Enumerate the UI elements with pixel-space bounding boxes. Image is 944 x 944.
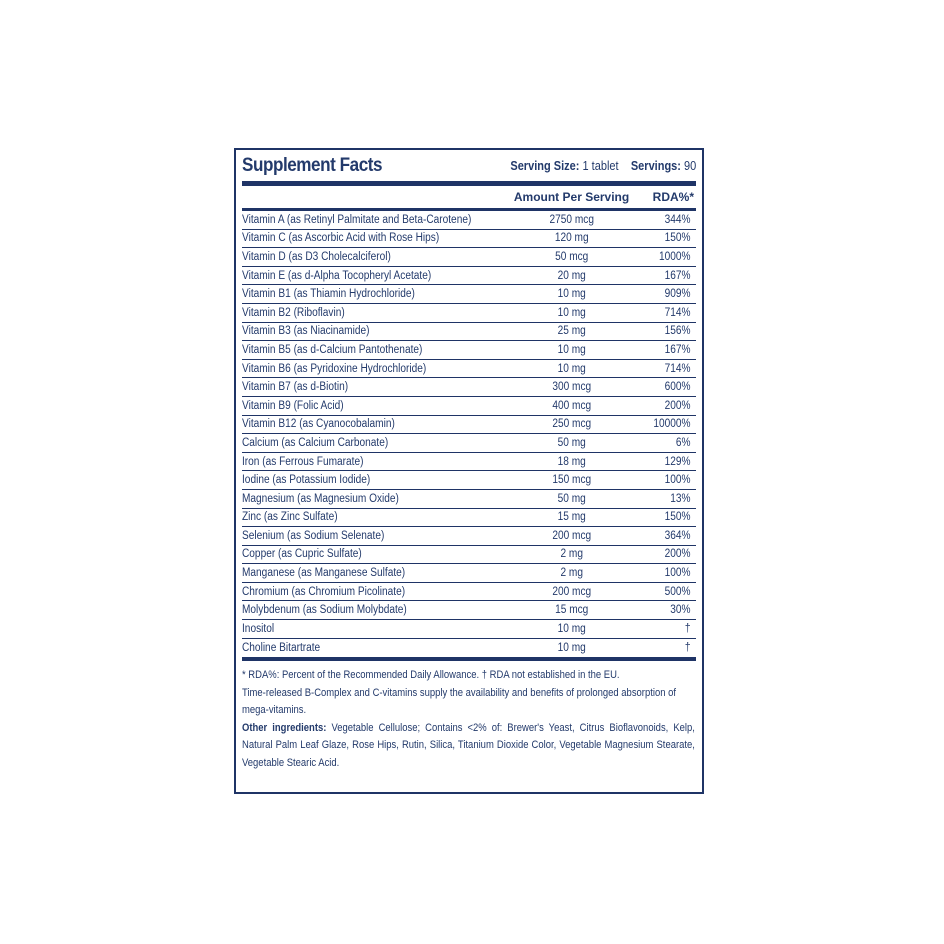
column-amount-header: Amount Per Serving [513, 190, 630, 204]
nutrient-row [242, 397, 696, 416]
nutrient-row [242, 509, 696, 528]
nutrient-amount: 2 mg [560, 567, 583, 580]
nutrient-name: Vitamin C (as Ascorbic Acid with Rose Hips) [242, 232, 440, 245]
nutrient-rda: 364% [664, 529, 691, 542]
nutrient-amount: 250 mcg [552, 418, 591, 431]
column-rda-header: RDA%* [652, 190, 694, 204]
other-ingredients [242, 720, 695, 773]
other-ingredients-label: Other ingredients: [242, 721, 327, 734]
nutrient-amount: 50 mcg [554, 250, 589, 263]
footnotes [242, 661, 696, 772]
nutrient-rda: 344% [664, 213, 691, 226]
nutrient-amount: 50 mg [557, 436, 586, 449]
nutrient-amount: 150 mcg [552, 474, 591, 487]
nutrient-rda: 30% [670, 604, 691, 617]
nutrient-rda: 100% [664, 567, 691, 580]
nutrient-rda: 167% [664, 269, 691, 282]
nutrient-amount: 25 mg [557, 325, 586, 338]
nutrient-row [242, 248, 696, 267]
nutrient-rda: 129% [664, 455, 691, 468]
serving-info [510, 159, 696, 173]
nutrient-row [242, 471, 696, 490]
servings-label: Servings: [630, 158, 681, 173]
nutrient-amount: 10 mg [557, 362, 586, 375]
nutrient-rda: 909% [664, 288, 691, 301]
nutrient-amount: 15 mcg [554, 604, 589, 617]
nutrient-table [242, 211, 696, 661]
serving-size-value: 1 tablet [582, 158, 619, 173]
nutrient-row [242, 230, 696, 249]
nutrient-row [242, 378, 696, 397]
nutrient-row [242, 583, 696, 602]
nutrient-row [242, 564, 696, 583]
nutrient-rda: 156% [664, 325, 691, 338]
serving-size-label: Serving Size: [510, 158, 580, 173]
nutrient-name: Vitamin B3 (as Niacinamide) [242, 325, 370, 338]
other-ingredients-text: Vegetable Cellulose; Contains <2% of: Brewer's Yeast, Citrus Bioflavonoids, Kelp, Natural Palm Leaf Glaze, Rose Hips, Rutin, Silica, Titanium Dioxide Color, Vegetable Magnesium Stearate, Vegetable Stearic Acid. [242, 721, 695, 769]
nutrient-row [242, 527, 696, 546]
nutrient-amount: 2750 mcg [549, 213, 594, 226]
nutrient-amount: 15 mg [557, 511, 586, 524]
nutrient-amount: 200 mcg [552, 585, 591, 598]
nutrient-rda: 10000% [653, 418, 691, 431]
panel-header [242, 150, 696, 186]
nutrient-row [242, 546, 696, 565]
nutrient-row [242, 304, 696, 323]
nutrient-row [242, 434, 696, 453]
nutrient-row [242, 211, 696, 230]
nutrient-name: Magnesium (as Magnesium Oxide) [242, 492, 399, 505]
nutrient-rda: 1000% [659, 250, 691, 263]
nutrient-name: Vitamin B12 (as Cyanocobalamin) [242, 418, 395, 431]
nutrient-name: Vitamin B2 (Riboflavin) [242, 306, 345, 319]
nutrient-row [242, 490, 696, 509]
time-release-note: Time-released B-Complex and C-vitamins supply the availability and benefits of prolonged absorption of mega-vitamins. [242, 686, 676, 717]
panel-title: Supplement Facts [242, 154, 383, 176]
nutrient-rda: 200% [664, 399, 691, 412]
nutrient-amount: 300 mcg [552, 381, 591, 394]
nutrient-amount: 10 mg [557, 641, 586, 654]
nutrient-name: Vitamin E (as d-Alpha Tocopheryl Acetate) [242, 269, 432, 282]
nutrient-name: Choline Bitartrate [242, 641, 321, 654]
nutrient-amount: 120 mg [554, 232, 589, 245]
nutrient-name: Molybdenum (as Sodium Molybdate) [242, 604, 407, 617]
nutrient-rda: 600% [664, 381, 691, 394]
nutrient-rda: † [685, 622, 691, 635]
nutrient-name: Manganese (as Manganese Sulfate) [242, 567, 406, 580]
nutrient-name: Vitamin A (as Retinyl Palmitate and Beta-Carotene) [242, 213, 472, 226]
nutrient-rda: 13% [670, 492, 691, 505]
nutrient-amount: 10 mg [557, 622, 586, 635]
nutrient-rda: 150% [664, 511, 691, 524]
nutrient-name: Iodine (as Potassium Iodide) [242, 474, 371, 487]
nutrient-name: Vitamin B9 (Folic Acid) [242, 399, 344, 412]
nutrient-rda: 714% [664, 362, 691, 375]
servings-value: 90 [683, 158, 696, 173]
nutrient-rda: † [685, 641, 691, 654]
nutrient-amount: 10 mg [557, 343, 586, 356]
nutrient-name: Zinc (as Zinc Sulfate) [242, 511, 338, 524]
nutrient-name: Vitamin D (as D3 Cholecalciferol) [242, 250, 391, 263]
column-header [242, 186, 696, 211]
nutrient-rda: 500% [664, 585, 691, 598]
nutrient-rda: 6% [676, 436, 691, 449]
supplement-facts-panel [234, 148, 704, 794]
nutrient-name: Vitamin B1 (as Thiamin Hydrochloride) [242, 288, 415, 301]
nutrient-name: Vitamin B6 (as Pyridoxine Hydrochloride) [242, 362, 427, 375]
nutrient-amount: 200 mcg [552, 529, 591, 542]
nutrient-amount: 400 mcg [552, 399, 591, 412]
nutrient-row [242, 323, 696, 342]
nutrient-row [242, 416, 696, 435]
nutrient-name: Vitamin B7 (as d-Biotin) [242, 381, 349, 394]
nutrient-rda: 714% [664, 306, 691, 319]
nutrient-name: Inositol [242, 622, 275, 635]
nutrient-row [242, 341, 696, 360]
nutrient-row [242, 453, 696, 472]
nutrient-amount: 50 mg [557, 492, 586, 505]
nutrient-row [242, 620, 696, 639]
nutrient-row [242, 601, 696, 620]
nutrient-rda: 150% [664, 232, 691, 245]
nutrient-amount: 10 mg [557, 306, 586, 319]
nutrient-name: Selenium (as Sodium Selenate) [242, 529, 385, 542]
nutrient-amount: 18 mg [557, 455, 586, 468]
nutrient-name: Calcium (as Calcium Carbonate) [242, 436, 389, 449]
nutrient-amount: 10 mg [557, 288, 586, 301]
nutrient-amount: 2 mg [560, 548, 583, 561]
nutrient-rda: 100% [664, 474, 691, 487]
nutrient-row [242, 285, 696, 304]
nutrient-name: Chromium (as Chromium Picolinate) [242, 585, 406, 598]
nutrient-row [242, 267, 696, 286]
nutrient-amount: 20 mg [557, 269, 586, 282]
nutrient-name: Vitamin B5 (as d-Calcium Pantothenate) [242, 343, 423, 356]
nutrient-rda: 200% [664, 548, 691, 561]
nutrient-name: Iron (as Ferrous Fumarate) [242, 455, 364, 468]
nutrient-name: Copper (as Cupric Sulfate) [242, 548, 362, 561]
nutrient-row [242, 639, 696, 658]
rda-footnote: * RDA%: Percent of the Recommended Daily Allowance. † RDA not established in the EU. [242, 669, 620, 682]
nutrient-rda: 167% [664, 343, 691, 356]
nutrient-row [242, 360, 696, 379]
